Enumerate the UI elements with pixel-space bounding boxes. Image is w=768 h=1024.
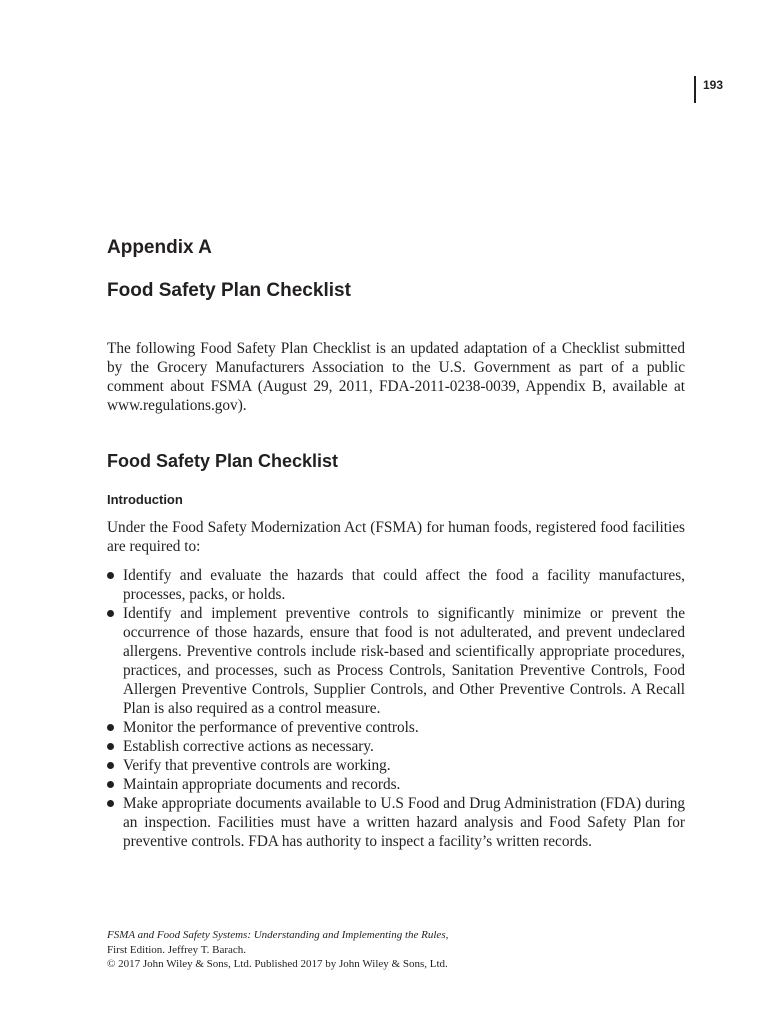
requirements-list (107, 566, 685, 851)
bullet-icon (107, 572, 114, 579)
footer-edition-author: First Edition. Jeffrey T. Barach. (107, 943, 246, 956)
list-item (107, 737, 685, 756)
bullet-icon (107, 724, 114, 731)
intro-paragraph: The following Food Safety Plan Checklist is an updated adaptation of a Checklist submitted by the Grocery Manufacturers Association to the U.S. Government as part of a public comment about FSMA (August 29, 2011, FDA-2011-0238-0039, Appendix B, available at www.regulations.gov). (107, 340, 685, 414)
list-item (107, 794, 685, 851)
section-heading: Food Safety Plan Checklist (107, 451, 339, 471)
list-item-text: Identify and evaluate the hazards that could affect the food a facility manufactures, processes, packs, or holds. (123, 567, 685, 603)
footer-copyright: © 2017 John Wiley & Sons, Ltd. Published 2017 by John Wiley & Sons, Ltd. (107, 958, 448, 970)
footer (107, 928, 685, 972)
list-item (107, 775, 685, 794)
list-item-text: Establish corrective actions as necessary. (123, 738, 374, 755)
page-number: 193 (703, 78, 724, 92)
bullet-icon (107, 743, 114, 750)
page-number-marker (694, 76, 723, 103)
lead-paragraph: Under the Food Safety Modernization Act (FSMA) for human foods, registered food facilities are required to: (107, 519, 685, 555)
list-item-text: Monitor the performance of preventive controls. (123, 719, 419, 736)
list-item-text: Maintain appropriate documents and records. (123, 776, 401, 793)
appendix-label: Appendix A (107, 237, 212, 258)
bullet-icon (107, 800, 114, 807)
list-item (107, 756, 685, 775)
list-item (107, 718, 685, 737)
footer-book-title: FSMA and Food Safety Systems: Understanding and Implementing the Rules, (107, 929, 449, 941)
list-item-text: Identify and implement preventive controls to significantly minimize or prevent the occurrence of those hazards, ensure that food is not adulterated, and prevent undeclared allergens. Preventive controls include risk-based and scientifically appropriate procedures, practices, and processes, such as Process Controls, Sanitation Preventive Controls, Food Allergen Preventive Controls, Supplier Controls, and Other Preventive Controls. A Recall Plan is also required as a control measure. (123, 605, 685, 717)
subsection-heading: Introduction (107, 492, 183, 507)
bullet-icon (107, 762, 114, 769)
list-item-text: Make appropriate documents available to U.S Food and Drug Administration (FDA) during an inspection. Facilities must have a written hazard analysis and Food Safety Plan for preventive controls. FDA has authority to inspect a facility’s written records. (123, 795, 685, 850)
bullet-icon (107, 610, 114, 617)
list-item-text: Verify that preventive controls are working. (123, 757, 391, 774)
bullet-icon (107, 781, 114, 788)
list-item (107, 566, 685, 604)
appendix-title: Food Safety Plan Checklist (107, 280, 351, 301)
list-item (107, 604, 685, 718)
